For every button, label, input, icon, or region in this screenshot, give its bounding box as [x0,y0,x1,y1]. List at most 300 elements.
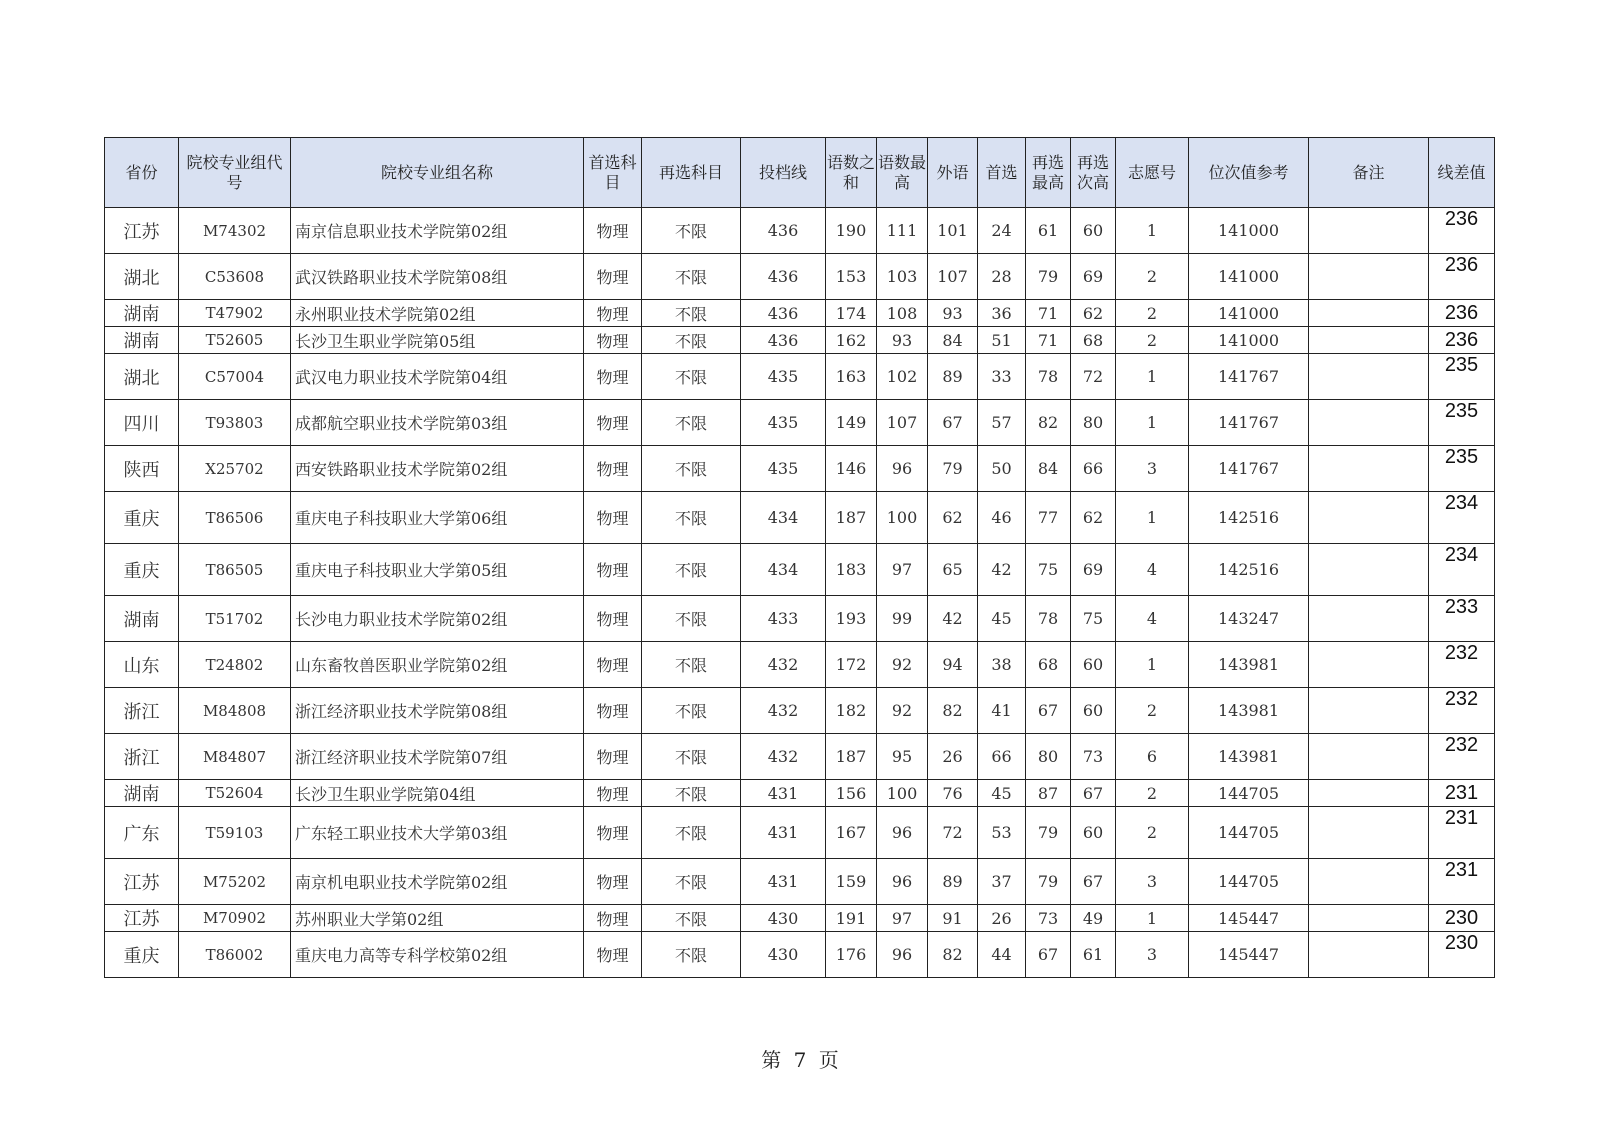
cell-first: 41 [978,688,1026,734]
cell-line-diff: 234 [1429,492,1495,544]
cell-foreign: 107 [928,254,978,300]
cell-province: 重庆 [105,544,179,596]
cell-cm-max: 96 [877,932,928,978]
cell-remark [1309,492,1429,544]
cell-rank-ref: 141000 [1189,254,1309,300]
cell-cm-sum: 187 [826,492,877,544]
cell-group-name: 成都航空职业技术学院第03组 [291,400,584,446]
cell-province: 四川 [105,400,179,446]
cell-resel-max: 73 [1026,905,1071,932]
cell-resel-second: 60 [1071,807,1116,859]
cell-remark [1309,688,1429,734]
cell-line-diff: 231 [1429,807,1495,859]
cell-rank-ref: 142516 [1189,492,1309,544]
cell-resel-max: 71 [1026,327,1071,354]
cell-foreign: 82 [928,932,978,978]
cell-first-subject: 物理 [584,807,642,859]
table-row [105,400,1495,446]
cell-foreign: 26 [928,734,978,780]
cell-cm-sum: 159 [826,859,877,905]
cell-line-diff: 236 [1429,254,1495,300]
cell-group-code: C57004 [179,354,291,400]
cell-remark [1309,327,1429,354]
cell-cm-max: 97 [877,544,928,596]
table-row [105,932,1495,978]
cell-province: 江苏 [105,859,179,905]
cell-first-subject: 物理 [584,327,642,354]
cell-cm-sum: 163 [826,354,877,400]
header-foreign: 外语 [928,138,978,208]
cell-resel-second: 69 [1071,254,1116,300]
cell-group-name: 西安铁路职业技术学院第02组 [291,446,584,492]
cell-foreign: 42 [928,596,978,642]
cell-remark [1309,446,1429,492]
cell-group-name: 重庆电子科技职业大学第05组 [291,544,584,596]
cell-resel-subject: 不限 [642,492,741,544]
cell-foreign: 72 [928,807,978,859]
cell-group-code: T86002 [179,932,291,978]
cell-resel-max: 79 [1026,807,1071,859]
cell-cm-sum: 182 [826,688,877,734]
cell-line-diff: 230 [1429,905,1495,932]
cell-first-subject: 物理 [584,596,642,642]
cell-cutoff: 431 [741,859,826,905]
cell-first: 53 [978,807,1026,859]
cell-first: 57 [978,400,1026,446]
header-line-diff: 线差值 [1429,138,1495,208]
cell-remark [1309,859,1429,905]
cell-pref-no: 1 [1116,354,1189,400]
cell-remark [1309,734,1429,780]
header-resel-second: 再选次高 [1071,138,1116,208]
cell-resel-second: 69 [1071,544,1116,596]
cell-resel-max: 77 [1026,492,1071,544]
cell-cutoff: 434 [741,492,826,544]
cell-cm-max: 96 [877,446,928,492]
cell-group-code: T52604 [179,780,291,807]
header-province: 省份 [105,138,179,208]
cell-remark [1309,932,1429,978]
cell-group-code: T47902 [179,300,291,327]
cell-first-subject: 物理 [584,859,642,905]
table-row [105,859,1495,905]
cell-group-name: 苏州职业大学第02组 [291,905,584,932]
cell-group-name: 长沙卫生职业学院第05组 [291,327,584,354]
cell-cm-max: 95 [877,734,928,780]
cell-resel-second: 67 [1071,780,1116,807]
cell-cm-sum: 183 [826,544,877,596]
table-row [105,354,1495,400]
cell-first: 51 [978,327,1026,354]
cell-resel-subject: 不限 [642,780,741,807]
cell-resel-subject: 不限 [642,354,741,400]
cell-rank-ref: 141000 [1189,208,1309,254]
cell-resel-subject: 不限 [642,208,741,254]
cell-line-diff: 235 [1429,354,1495,400]
cell-province: 江苏 [105,905,179,932]
cell-cutoff: 432 [741,688,826,734]
cell-cutoff: 431 [741,780,826,807]
cell-cutoff: 430 [741,905,826,932]
cell-resel-max: 87 [1026,780,1071,807]
cell-cm-sum: 167 [826,807,877,859]
cell-remark [1309,642,1429,688]
cell-resel-second: 62 [1071,492,1116,544]
cell-resel-max: 79 [1026,859,1071,905]
cell-cutoff: 432 [741,642,826,688]
cell-province: 湖南 [105,780,179,807]
cell-group-name: 广东轻工职业技术大学第03组 [291,807,584,859]
cell-foreign: 76 [928,780,978,807]
cell-cutoff: 436 [741,300,826,327]
cell-pref-no: 3 [1116,932,1189,978]
cell-pref-no: 1 [1116,642,1189,688]
cell-pref-no: 4 [1116,596,1189,642]
table-row [105,327,1495,354]
cell-cm-sum: 176 [826,932,877,978]
cell-first-subject: 物理 [584,780,642,807]
table-row [105,807,1495,859]
cell-cm-sum: 153 [826,254,877,300]
admission-table [104,137,1495,978]
cell-resel-subject: 不限 [642,807,741,859]
cell-province: 浙江 [105,688,179,734]
cell-first: 45 [978,780,1026,807]
cell-resel-second: 60 [1071,688,1116,734]
cell-resel-max: 71 [1026,300,1071,327]
cell-resel-second: 66 [1071,446,1116,492]
cell-province: 山东 [105,642,179,688]
cell-cm-max: 97 [877,905,928,932]
cell-cm-max: 107 [877,400,928,446]
cell-cm-max: 100 [877,780,928,807]
cell-foreign: 94 [928,642,978,688]
cell-resel-max: 80 [1026,734,1071,780]
cell-cutoff: 434 [741,544,826,596]
cell-line-diff: 232 [1429,734,1495,780]
cell-cm-sum: 172 [826,642,877,688]
cell-first-subject: 物理 [584,544,642,596]
cell-rank-ref: 141767 [1189,354,1309,400]
cell-cm-sum: 149 [826,400,877,446]
cell-pref-no: 1 [1116,905,1189,932]
cell-foreign: 82 [928,688,978,734]
header-pref-no: 志愿号 [1116,138,1189,208]
table-row [105,596,1495,642]
cell-pref-no: 2 [1116,300,1189,327]
cell-line-diff: 235 [1429,400,1495,446]
cell-line-diff: 233 [1429,596,1495,642]
cell-foreign: 67 [928,400,978,446]
cell-cutoff: 431 [741,807,826,859]
cell-rank-ref: 143247 [1189,596,1309,642]
cell-resel-second: 72 [1071,354,1116,400]
cell-cutoff: 430 [741,932,826,978]
cell-province: 湖南 [105,300,179,327]
cell-group-name: 重庆电子科技职业大学第06组 [291,492,584,544]
cell-resel-max: 67 [1026,688,1071,734]
cell-rank-ref: 142516 [1189,544,1309,596]
cell-first-subject: 物理 [584,400,642,446]
table-body [105,208,1495,978]
cell-first: 24 [978,208,1026,254]
cell-group-code: M75202 [179,859,291,905]
cell-foreign: 93 [928,300,978,327]
cell-cm-max: 92 [877,642,928,688]
cell-group-code: T86506 [179,492,291,544]
cell-remark [1309,400,1429,446]
table-row [105,642,1495,688]
cell-resel-second: 80 [1071,400,1116,446]
cell-group-code: M84807 [179,734,291,780]
header-cm-max: 语数最高 [877,138,928,208]
cell-first: 66 [978,734,1026,780]
cell-group-code: T51702 [179,596,291,642]
cell-province: 湖北 [105,254,179,300]
cell-resel-max: 78 [1026,354,1071,400]
cell-province: 江苏 [105,208,179,254]
cell-remark [1309,544,1429,596]
cell-first-subject: 物理 [584,905,642,932]
cell-resel-max: 84 [1026,446,1071,492]
cell-group-code: T24802 [179,642,291,688]
cell-foreign: 89 [928,354,978,400]
cell-first-subject: 物理 [584,254,642,300]
cell-resel-second: 61 [1071,932,1116,978]
cell-first: 38 [978,642,1026,688]
cell-province: 陕西 [105,446,179,492]
header-resel-max: 再选最高 [1026,138,1071,208]
cell-group-code: T59103 [179,807,291,859]
cell-pref-no: 6 [1116,734,1189,780]
cell-group-name: 长沙电力职业技术学院第02组 [291,596,584,642]
cell-group-name: 山东畜牧兽医职业学院第02组 [291,642,584,688]
cell-remark [1309,596,1429,642]
cell-rank-ref: 141000 [1189,300,1309,327]
cell-resel-max: 68 [1026,642,1071,688]
cell-cm-max: 102 [877,354,928,400]
cell-group-code: T52605 [179,327,291,354]
table-row [105,446,1495,492]
cell-resel-max: 61 [1026,208,1071,254]
cell-group-name: 南京机电职业技术学院第02组 [291,859,584,905]
cell-resel-subject: 不限 [642,859,741,905]
cell-resel-second: 62 [1071,300,1116,327]
cell-pref-no: 2 [1116,807,1189,859]
cell-first: 50 [978,446,1026,492]
cell-pref-no: 2 [1116,254,1189,300]
cell-cutoff: 436 [741,208,826,254]
cell-first: 42 [978,544,1026,596]
cell-resel-subject: 不限 [642,905,741,932]
cell-province: 重庆 [105,932,179,978]
cell-cutoff: 433 [741,596,826,642]
cell-group-code: M74302 [179,208,291,254]
cell-remark [1309,807,1429,859]
cell-line-diff: 236 [1429,300,1495,327]
cell-province: 浙江 [105,734,179,780]
cell-remark [1309,300,1429,327]
cell-cutoff: 432 [741,734,826,780]
cell-group-name: 武汉铁路职业技术学院第08组 [291,254,584,300]
table-row [105,734,1495,780]
cell-resel-max: 75 [1026,544,1071,596]
cell-group-code: M70902 [179,905,291,932]
cell-resel-subject: 不限 [642,254,741,300]
cell-first-subject: 物理 [584,688,642,734]
cell-rank-ref: 145447 [1189,932,1309,978]
cell-resel-max: 79 [1026,254,1071,300]
cell-line-diff: 235 [1429,446,1495,492]
cell-resel-second: 60 [1071,642,1116,688]
cell-group-name: 长沙卫生职业学院第04组 [291,780,584,807]
cell-first: 45 [978,596,1026,642]
cell-rank-ref: 144705 [1189,780,1309,807]
header-cutoff: 投档线 [741,138,826,208]
cell-foreign: 79 [928,446,978,492]
cell-line-diff: 236 [1429,208,1495,254]
cell-line-diff: 231 [1429,780,1495,807]
cell-rank-ref: 141767 [1189,400,1309,446]
cell-resel-second: 75 [1071,596,1116,642]
cell-first-subject: 物理 [584,932,642,978]
cell-remark [1309,254,1429,300]
cell-pref-no: 3 [1116,446,1189,492]
cell-first: 36 [978,300,1026,327]
table-row [105,780,1495,807]
cell-remark [1309,354,1429,400]
cell-province: 湖南 [105,596,179,642]
cell-cm-max: 103 [877,254,928,300]
cell-rank-ref: 144705 [1189,807,1309,859]
cell-cm-max: 108 [877,300,928,327]
cell-pref-no: 1 [1116,492,1189,544]
cell-group-code: C53608 [179,254,291,300]
cell-rank-ref: 143981 [1189,642,1309,688]
cell-line-diff: 230 [1429,932,1495,978]
cell-group-code: T93803 [179,400,291,446]
cell-line-diff: 234 [1429,544,1495,596]
cell-cutoff: 436 [741,327,826,354]
cell-pref-no: 2 [1116,688,1189,734]
cell-resel-subject: 不限 [642,932,741,978]
cell-first: 37 [978,859,1026,905]
cell-cm-sum: 190 [826,208,877,254]
cell-pref-no: 1 [1116,208,1189,254]
cell-rank-ref: 143981 [1189,688,1309,734]
cell-pref-no: 3 [1116,859,1189,905]
cell-foreign: 89 [928,859,978,905]
cell-cm-sum: 193 [826,596,877,642]
cell-resel-second: 67 [1071,859,1116,905]
header-group-name: 院校专业组名称 [291,138,584,208]
table-row [105,688,1495,734]
table-row [105,544,1495,596]
cell-first-subject: 物理 [584,354,642,400]
cell-cm-max: 99 [877,596,928,642]
cell-group-code: T86505 [179,544,291,596]
header-rank-ref: 位次值参考 [1189,138,1309,208]
cell-first-subject: 物理 [584,300,642,327]
cell-first-subject: 物理 [584,734,642,780]
cell-cm-max: 100 [877,492,928,544]
cell-rank-ref: 144705 [1189,859,1309,905]
cell-cm-max: 96 [877,859,928,905]
cell-resel-second: 73 [1071,734,1116,780]
cell-first-subject: 物理 [584,208,642,254]
cell-first-subject: 物理 [584,446,642,492]
cell-cm-sum: 187 [826,734,877,780]
cell-cm-sum: 146 [826,446,877,492]
cell-foreign: 84 [928,327,978,354]
table-row [105,905,1495,932]
cell-cm-max: 96 [877,807,928,859]
cell-remark [1309,780,1429,807]
cell-group-name: 浙江经济职业技术学院第08组 [291,688,584,734]
cell-cm-sum: 174 [826,300,877,327]
cell-resel-subject: 不限 [642,400,741,446]
cell-first: 44 [978,932,1026,978]
page-number: 第 7 页 [761,1048,839,1072]
cell-cutoff: 435 [741,354,826,400]
cell-cm-sum: 191 [826,905,877,932]
cell-province: 重庆 [105,492,179,544]
header-first-subject: 首选科目 [584,138,642,208]
cell-resel-second: 60 [1071,208,1116,254]
cell-first: 46 [978,492,1026,544]
cell-cutoff: 435 [741,446,826,492]
cell-group-name: 武汉电力职业技术学院第04组 [291,354,584,400]
cell-pref-no: 4 [1116,544,1189,596]
cell-remark [1309,905,1429,932]
cell-rank-ref: 145447 [1189,905,1309,932]
cell-pref-no: 1 [1116,400,1189,446]
cell-resel-second: 68 [1071,327,1116,354]
cell-foreign: 65 [928,544,978,596]
cell-resel-subject: 不限 [642,544,741,596]
cell-resel-subject: 不限 [642,446,741,492]
cell-resel-second: 49 [1071,905,1116,932]
cell-cm-max: 111 [877,208,928,254]
table-row [105,208,1495,254]
cell-province: 广东 [105,807,179,859]
cell-cm-sum: 156 [826,780,877,807]
cell-line-diff: 231 [1429,859,1495,905]
cell-remark [1309,208,1429,254]
cell-line-diff: 232 [1429,642,1495,688]
cell-resel-subject: 不限 [642,596,741,642]
header-cm-sum: 语数之和 [826,138,877,208]
table-row [105,254,1495,300]
table-row [105,300,1495,327]
cell-rank-ref: 141767 [1189,446,1309,492]
header-remark: 备注 [1309,138,1429,208]
header-first: 首选 [978,138,1026,208]
cell-pref-no: 2 [1116,327,1189,354]
cell-group-name: 重庆电力高等专科学校第02组 [291,932,584,978]
cell-group-name: 南京信息职业技术学院第02组 [291,208,584,254]
cell-first-subject: 物理 [584,642,642,688]
cell-pref-no: 2 [1116,780,1189,807]
cell-first: 26 [978,905,1026,932]
table-header-row [105,138,1495,208]
cell-line-diff: 232 [1429,688,1495,734]
cell-province: 湖南 [105,327,179,354]
header-resel-subject: 再选科目 [642,138,741,208]
cell-first: 33 [978,354,1026,400]
cell-resel-max: 82 [1026,400,1071,446]
cell-group-code: M84808 [179,688,291,734]
